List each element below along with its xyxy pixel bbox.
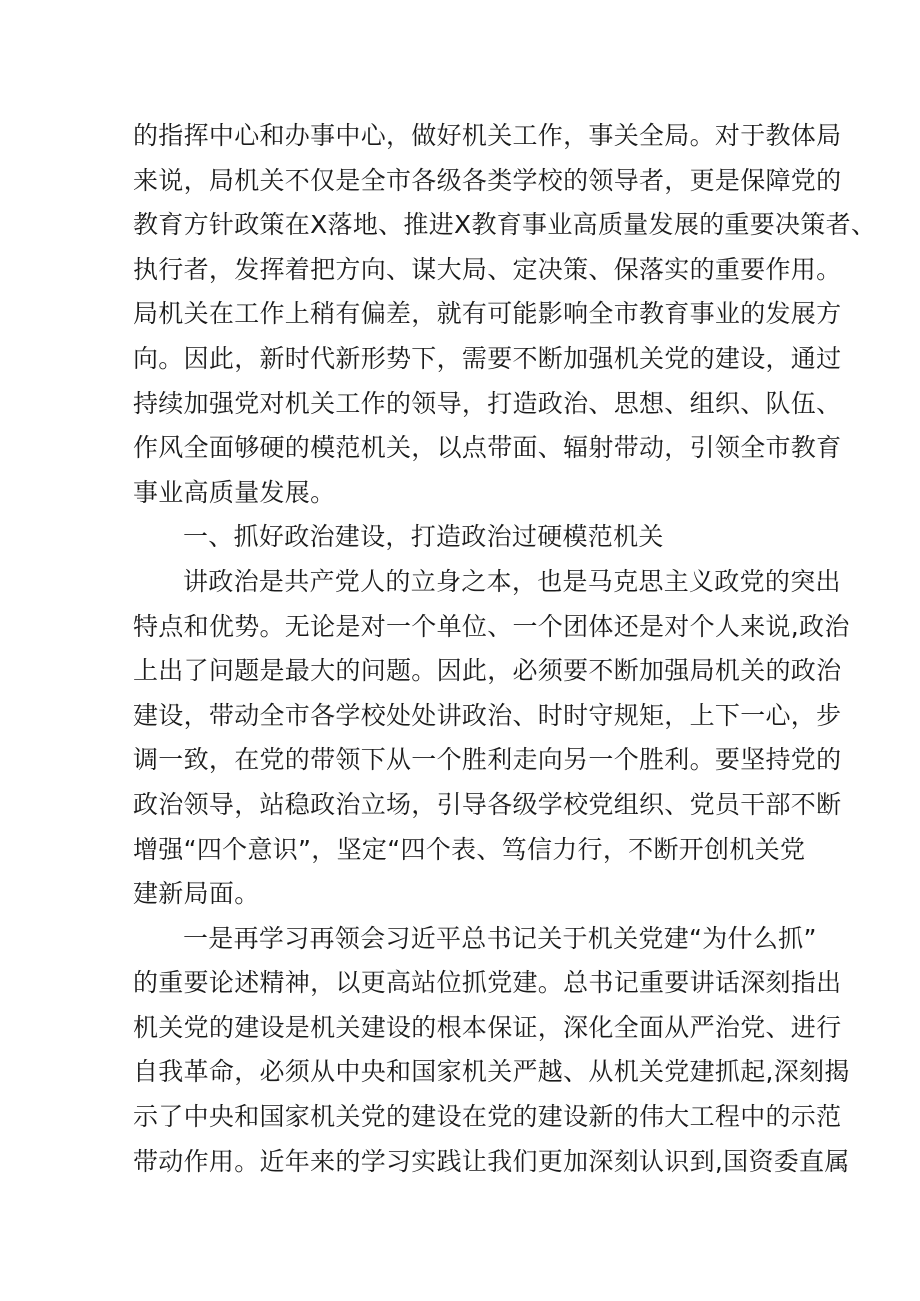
text-line: 特点和优势。无论是对一个单位、一个团体还是对个人来说,政治 [133,611,850,641]
text-line: 带动作用。近年来的学习实践让我们更加深刻认识到,国资委直属 [133,1146,850,1176]
text-line: 向。因此，新时代新形势下，需要不断加强机关党的建设，通过 [133,343,842,373]
text-line: 机关党的建设是机关建设的根本保证，深化全面从严治党、进行 [133,1012,842,1042]
text-line: 上出了问题是最大的问题。因此，必须要不断加强局机关的政治 [133,656,842,686]
text-line: 事业高质量发展。 [133,477,336,507]
text-line: 建新局面。 [133,879,260,909]
text-line: 作风全面够硬的模范机关，以点带面、辐射带动，引领全市教育 [133,433,842,463]
text-line: 执行者，发挥着把方向、谋大局、定决策、保落实的重要作用。 [133,254,842,284]
text-line: 教育方针政策在X落地、推进X教育事业高质量发展的重要决策者、 [133,210,877,240]
text-line: 的重要论述精神，以更高站位抓党建。总书记重要讲话深刻指出 [133,968,842,998]
section-heading: 一、抓好政治建设，打造政治过硬模范机关 [183,522,664,552]
paragraph-start: 讲政治是共产党人的立身之本，也是马克思主义政党的突出 [183,566,841,596]
text-line: 局机关在工作上稍有偏差，就有可能影响全市教育事业的发展方 [133,299,842,329]
paragraph-start: 一是再学习再领会习近平总书记关于机关党建“为什么抓” [183,923,817,953]
text-line: 调一致，在党的带领下从一个胜利走向另一个胜利。要坚持党的 [133,745,842,775]
text-line: 增强“四个意识”，坚定“四个表、笃信力行，不断开创机关党 [133,834,806,864]
text-line: 示了中央和国家机关党的建设在党的建设新的伟大工程中的示范 [133,1102,842,1132]
text-line: 来说，局机关不仅是全市各级各类学校的领导者，更是保障党的 [133,165,842,195]
text-line: 建设，带动全市各学校处处讲政治、时时守规矩，上下一心，步 [133,700,842,730]
text-line: 自我革命，必须从中央和国家机关严越、从机关党建抓起,深刻揭 [133,1057,850,1087]
text-line: 持续加强党对机关工作的领导，打造政治、思想、组织、队伍、 [133,388,842,418]
text-line: 的指挥中心和办事中心，做好机关工作，事关全局。对于教体局 [133,121,842,150]
text-line: 政治领导，站稳政治立场，引导各级学校党组织、党员干部不断 [133,789,842,819]
document-body [133,114,877,1184]
